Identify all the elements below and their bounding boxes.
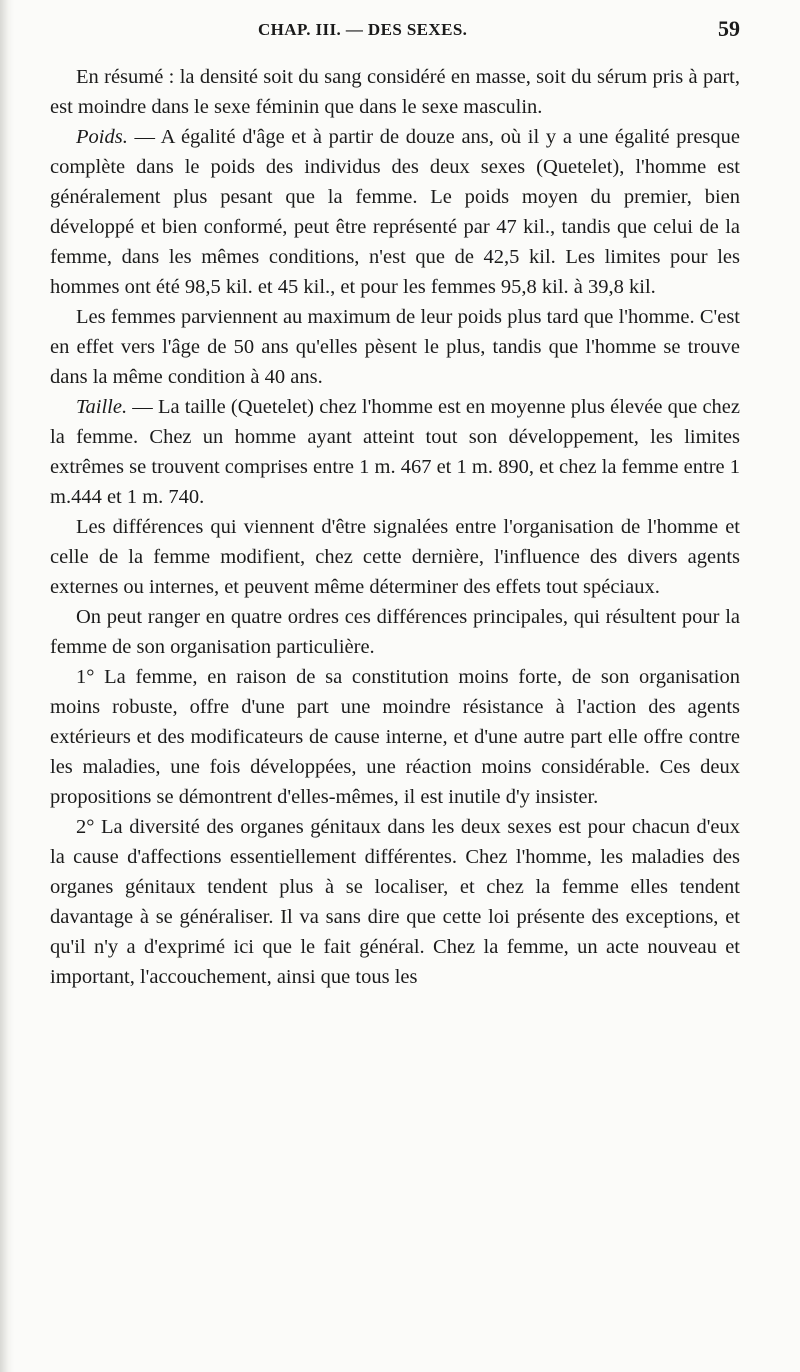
paragraph-poids bbox=[50, 122, 740, 302]
body-text bbox=[50, 62, 740, 992]
paragraph-text: 1° La femme, en raison de sa constitution moins forte, de son organisation moins robuste, offre d'une part une moindre résistance à l'action des agents extérieurs et des modificateurs de cause interne, et d'une autre part elle offre contre les maladies, une fois développées, une réaction moins considérable. Ces deux propositions se démontrent d'elles-mêmes, il est inutile d'y insister. bbox=[50, 666, 740, 808]
paragraph-text: — La taille (Quetelet) chez l'homme est en moyenne plus élevée que chez la femme. Chez un homme ayant atteint tout son développement, les limites extrêmes se trouvent comprises entre 1 m. 467 et 1 m. 890, et chez la femme entre 1 m.444 et 1 m. 740. bbox=[50, 396, 740, 508]
paragraph-text: Les femmes parviennent au maximum de leur poids plus tard que l'homme. C'est en effet vers l'âge de 50 ans qu'elles pèsent le plus, tandis que l'homme se trouve dans la même condition à 40 ans. bbox=[50, 306, 740, 388]
page-header bbox=[58, 14, 740, 44]
running-title: CHAP. III. — DES SEXES. bbox=[258, 20, 468, 39]
paragraph-lead: Taille. bbox=[76, 396, 128, 418]
paragraph-four-orders bbox=[50, 602, 740, 662]
paragraph-text: — A égalité d'âge et à partir de douze ans, où il y a une égalité presque complète dans le poids des individus des deux sexes (Quetelet), l'homme est généralement plus pesant que la femme. Le poids moyen du premier, bien développé et bien conformé, peut être représenté par 47 kil., tandis que celui de la femme, dans les mêmes conditions, n'est que de 42,5 kil. Les limites pour les hommes ont été 98,5 kil. et 45 kil., et pour les femmes 95,8 kil. à 39,8 kil. bbox=[50, 126, 740, 298]
paragraph-differences bbox=[50, 512, 740, 602]
page-number: 59 bbox=[718, 16, 740, 41]
paragraph-maximum-weight bbox=[50, 302, 740, 392]
paragraph-text: On peut ranger en quatre ordres ces différences principales, qui résultent pour la femme de son organisation particulière. bbox=[50, 606, 740, 658]
paragraph-text: En résumé : la densité soit du sang considéré en masse, soit du sérum pris à part, est moindre dans le sexe féminin que dans le sexe masculin. bbox=[50, 66, 740, 118]
paragraph-lead: Poids. bbox=[76, 126, 128, 148]
paragraph-point-two bbox=[50, 812, 740, 992]
paragraph-text: 2° La diversité des organes génitaux dans les deux sexes est pour chacun d'eux la cause d'affections essentiellement différentes. Chez l'homme, les maladies des organes génitaux tendent plus à se localiser, et chez la femme elles tendent davantage à se généraliser. Il va sans dire que cette loi présente des exceptions, et qu'il n'y a d'exprimé ici que le fait général. Chez la femme, un acte nouveau et important, l'accouchement, ainsi que tous les bbox=[50, 816, 740, 988]
paragraph-taille bbox=[50, 392, 740, 512]
paragraph-point-one bbox=[50, 662, 740, 812]
paragraph-text: Les différences qui viennent d'être signalées entre l'organisation de l'homme et celle de la femme modifient, chez cette dernière, l'influence des divers agents externes ou internes, et peuvent même déterminer des effets tout spéciaux. bbox=[50, 516, 740, 598]
paragraph-summary bbox=[50, 62, 740, 122]
page-binding-shadow bbox=[0, 0, 14, 1372]
